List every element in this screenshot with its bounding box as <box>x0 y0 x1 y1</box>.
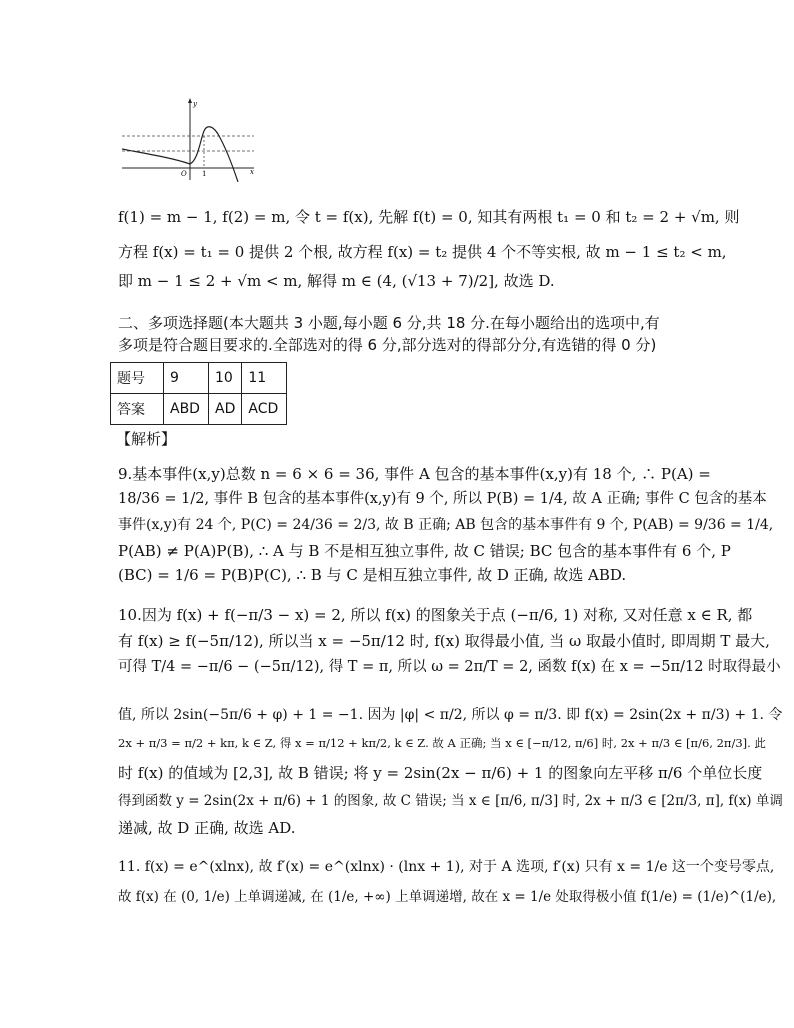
q10-line-7: 得到函数 y = 2sin(2x + π/6) + 1 的图象, 故 C 错误; 当 x ∈ [π/6, π/3] 时, 2x + π/3 ∈ [2π/3, π], f(x) 单调 <box>118 793 783 809</box>
q9-line-5: (BC) = 1/6 = P(B)P(C), ∴ B 与 C 是相互独立事件, 故 D 正确, 故选 ABD. <box>118 566 627 584</box>
y-axis-arrow <box>188 98 192 103</box>
q10-line-4: 值, 所以 2sin(−5π/6 + φ) + 1 = −1. 因为 |φ| < π/2, 所以 φ = π/3. 即 f(x) = 2sin(2x + π/3) + 1. 令 <box>118 707 783 723</box>
q9-line-4: P(AB) ≠ P(A)P(B), ∴ A 与 B 不是相互独立事件, 故 C 错误; BC 包含的基本事件有 6 个, P <box>118 542 731 560</box>
analysis-label: 【解析】 <box>116 430 177 448</box>
table-cell: 11 <box>242 363 287 394</box>
table-cell: 答案 <box>111 394 164 425</box>
q10-line-2: 有 f(x) ≥ f(−5π/12), 所以当 x = −5π/12 时, f(x) 取得最小值, 当 ω 取最小值时, 即周期 T 最大, <box>118 632 770 650</box>
origin-label: O <box>181 170 187 178</box>
tick-label-1: 1 <box>202 170 207 178</box>
q10-line-5: 2x + π/3 = π/2 + kπ, k ∈ Z, 得 x = π/12 + kπ/2, k ∈ Z. 故 A 正确; 当 x ∈ [−π/12, π/6] 时, 2x + π/3 ∈ [π/6, 2π/3]. 此 <box>118 736 766 750</box>
function-graph <box>118 96 258 182</box>
table-cell: ABD <box>164 394 209 425</box>
y-axis-label: y <box>193 100 197 108</box>
x-axis-label: x <box>250 168 254 176</box>
table-cell: AD <box>209 394 242 425</box>
table-cell: ACD <box>242 394 287 425</box>
table-cell: 10 <box>209 363 242 394</box>
q10-line-3: 可得 T/4 = −π/6 − (−5π/12), 得 T = π, 所以 ω = 2π/T = 2, 函数 f(x) 在 x = −5π/12 时取得最小 <box>118 659 781 675</box>
section2-line-2: 多项是符合题目要求的.全部选对的得 6 分,部分选对的得部分分,有选错的得 0 分) <box>118 336 657 354</box>
q9-line-2: 18/36 = 1/2, 事件 B 包含的基本事件(x,y)有 9 个, 所以 P(B) = 1/4, 故 A 正确; 事件 C 包含的基本 <box>118 491 767 507</box>
answer-table-header-row <box>111 363 287 394</box>
q10-line-8: 递减, 故 D 正确, 故选 AD. <box>118 819 296 837</box>
table-cell: 9 <box>164 363 209 394</box>
q10-line-1: 10.因为 f(x) + f(−π/3 − x) = 2, 所以 f(x) 的图象关于点 (−π/6, 1) 对称, 又对任意 x ∈ R, 都 <box>118 606 753 624</box>
q10-line-6: 时 f(x) 的值域为 [2,3], 故 B 错误; 将 y = 2sin(2x − π/6) + 1 的图象向左平移 π/6 个单位长度 <box>118 764 763 782</box>
intro-line-2: 方程 f(x) = t₁ = 0 提供 2 个根, 故方程 f(x) = t₂ 提供 4 个不等实根, 故 m − 1 ≤ t₂ < m, <box>118 243 727 261</box>
q9-line-3: 事件(x,y)有 24 个, P(C) = 24/36 = 2/3, 故 B 正确; AB 包含的基本事件有 9 个, P(AB) = 9/36 = 1/4, <box>118 517 774 533</box>
q9-line-1: 9.基本事件(x,y)总数 n = 6 × 6 = 36, 事件 A 包含的基本事件(x,y)有 18 个, ∴ P(A) = <box>118 465 711 483</box>
intro-line-3: 即 m − 1 ≤ 2 + √m < m, 解得 m ∈ (4, (√13 + 7)/2], 故选 D. <box>118 272 555 290</box>
function-curve <box>122 127 238 182</box>
intro-line-1: f(1) = m − 1, f(2) = m, 令 t = f(x), 先解 f(t) = 0, 知其有两根 t₁ = 0 和 t₂ = 2 + √m, 则 <box>118 208 740 226</box>
answer-table-answer-row <box>111 394 287 425</box>
section2-line-1: 二、多项选择题(本大题共 3 小题,每小题 6 分,共 18 分.在每小题给出的选项中,有 <box>118 314 660 332</box>
q11-line-1: 11. f(x) = e^(xlnx), 故 f′(x) = e^(xlnx) · (lnx + 1), 对于 A 选项, f′(x) 只有 x = 1/e 这一个变号零点, <box>118 859 775 875</box>
answer-table <box>110 362 287 425</box>
q11-line-2: 故 f(x) 在 (0, 1/e) 上单调递减, 在 (1/e, +∞) 上单调递增, 故在 x = 1/e 处取得极小值 f(1/e) = (1/e)^(1/e), <box>118 889 777 905</box>
table-cell: 题号 <box>111 363 164 394</box>
